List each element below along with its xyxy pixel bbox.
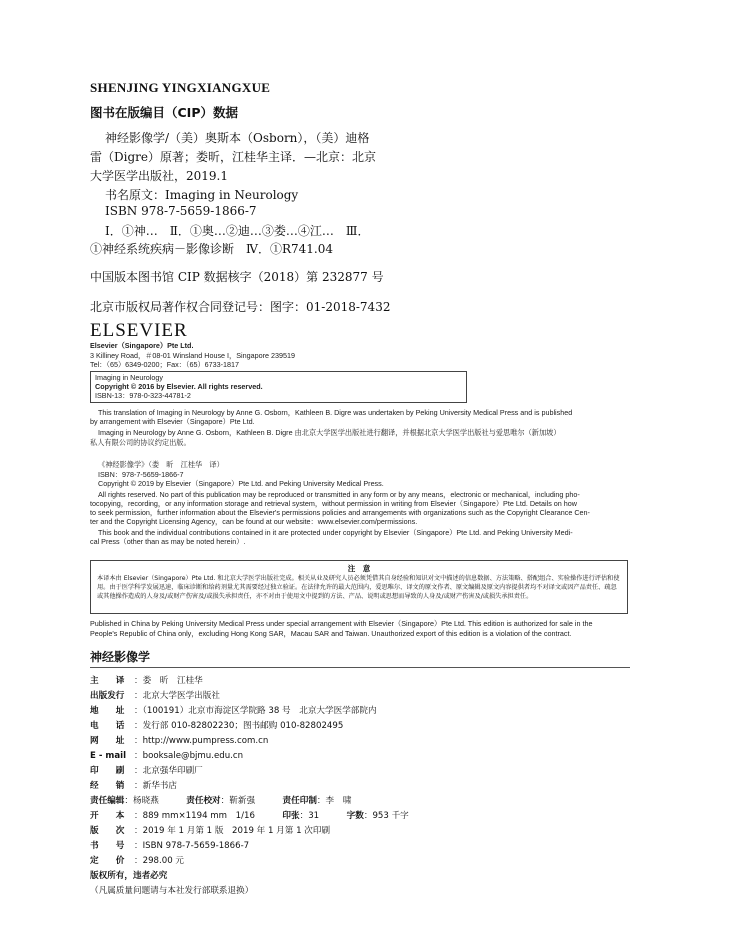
published-notice-line: People's Republic of China only，excluding Hong Kong SAR，Macau SAR and Taiwan. Unauthorized export of this edition is a violation of the contract. bbox=[90, 629, 572, 638]
words-value: 953 千字 bbox=[372, 811, 409, 821]
pub-value: 北京强华印刷厂 bbox=[142, 766, 203, 776]
edition-row: 版 次 ：2019 年 1 月第 1 版 2019 年 1 月第 1 次印刷 bbox=[90, 826, 331, 836]
chinese-edition-line: Copyright © 2019 by Elsevier（Singapore）Pte Ltd. and Peking University Medical Press. bbox=[98, 479, 384, 488]
translation-notice-line: 私人有限公司的协议约定出版。 bbox=[90, 438, 191, 447]
disclaimer-title: 注 意 bbox=[347, 564, 371, 573]
cip-core-number: 中国版本图书馆 CIP 数据核字（2018）第 232877 号 bbox=[90, 270, 384, 284]
pub-info-row: 印 刷 ：北京强华印刷厂 bbox=[90, 766, 203, 776]
disclaimer-box bbox=[90, 560, 628, 614]
pub-info-row: 经 销 ：新华书店 bbox=[90, 781, 177, 791]
cip-line: ①神经系统疾病－影像诊断 Ⅳ．①R741.04 bbox=[90, 242, 334, 256]
pub-label: 地 址 bbox=[90, 706, 125, 716]
sheets-label: 印张 bbox=[282, 811, 300, 821]
quality-note: （凡属质量问题请与本社发行部联系退换） bbox=[90, 886, 254, 896]
editor-value: 杨晓燕 bbox=[133, 796, 159, 806]
format-size: 889 mm×1194 mm 1/16 bbox=[142, 811, 255, 821]
pub-label: 经 销 bbox=[90, 781, 125, 791]
cip-line: ISBN 978-7-5659-1866-7 bbox=[105, 204, 257, 218]
pinyin-title: SHENJING YINGXIANGXUE bbox=[90, 80, 271, 95]
elsevier-logo: ELSEVIER bbox=[90, 320, 188, 341]
website-link[interactable]: http://www.pumpress.com.cn bbox=[142, 736, 269, 746]
pub-value: 北京大学医学出版社 bbox=[142, 691, 220, 701]
format-label: 开 本 bbox=[90, 811, 125, 821]
copyright-registration: 北京市版权局著作权合同登记号：图字：01-2018-7432 bbox=[90, 300, 391, 314]
original-title: Imaging in Neurology bbox=[95, 373, 163, 382]
pub-value: （100191）北京市海淀区学院路 38 号 北京大学医学部院内 bbox=[142, 706, 377, 716]
elsevier-tel: Tel：（65）6349-0200；Fax：（65）6733-1817 bbox=[90, 360, 240, 369]
rights-reserved: 版权所有，违者必究 bbox=[90, 871, 168, 881]
print-manager-label: 责任印制 bbox=[282, 796, 317, 806]
editor-label: 责任编辑 bbox=[90, 796, 125, 806]
editors-row: 责任编辑：杨晓燕 责任校对：靳新强 责任印制：李 啸 bbox=[90, 796, 352, 806]
chinese-edition-line: ISBN：978-7-5659-1866-7 bbox=[98, 470, 184, 479]
isbn-row: 书 号 ：ISBN 978-7-5659-1866-7 bbox=[90, 841, 250, 851]
pub-info-row: 主 译 ：娄 昕 江桂华 bbox=[90, 676, 203, 686]
rights-line: This book and the individual contributions contained in it are protected under copyright by Elsevier（Singapore）Pte Ltd. and Peking University Medi- bbox=[98, 528, 573, 537]
cip-line: 书名原文：Imaging in Neurology bbox=[105, 188, 299, 202]
words-label: 字数 bbox=[346, 811, 364, 821]
rights-line: cal Press（other than as may be noted herein）. bbox=[90, 537, 246, 546]
chinese-edition-line: 《神经影像学》（娄 昕 江桂华 译） bbox=[98, 460, 224, 469]
cip-line: 神经影像学/（美）奥斯本（Osborn），（美）迪格 bbox=[105, 131, 370, 145]
sheets-value: 31 bbox=[308, 811, 320, 821]
proofreader-value: 靳新强 bbox=[229, 796, 256, 806]
pub-label: E - mail bbox=[90, 751, 127, 761]
translation-notice-line: Imaging in Neurology by Anne G. Osborn，Kathleen B. Digre 由北京大学医学出版社进行翻译，并根据北京大学医学出版社与爱思唯尔（新加坡） bbox=[98, 428, 561, 437]
translation-notice-line: by arrangement with Elsevier（Singapore）Pte Ltd. bbox=[90, 417, 255, 426]
rights-line: ter and the Copyright Licensing Agency，can be found at our website：www.elsevier.com/permissions. bbox=[90, 517, 418, 526]
format-row: 开 本 ：889 mm×1194 mm 1/16 印张：31 字数：953 千字 bbox=[90, 811, 409, 821]
rights-line: tocopying，recording，or any information storage and retrieval system，without permission in writing from Elsevier（Singapore）Pte Ltd. Details on how bbox=[90, 499, 577, 508]
isbn-value: ISBN 978-7-5659-1866-7 bbox=[142, 841, 250, 851]
cip-line: 大学医学出版社，2019.1 bbox=[90, 169, 228, 183]
print-manager-value: 李 啸 bbox=[325, 796, 352, 806]
pub-info-row: E - mail ：booksale@bjmu.edu.cn bbox=[90, 751, 244, 761]
cip-heading: 图书在版编目（CIP）数据 bbox=[90, 105, 238, 120]
pub-info-row: 地 址 ：（100191）北京市海淀区学院路 38 号 北京大学医学部院内 bbox=[90, 706, 377, 716]
disclaimer-body: 本译本由 Elsevier（Singapore）Pte Ltd. 和北京大学医学出版社完成。相关从业及研究人员必须凭借其自身经验和知识对文中描述的信息数据、方法策略、搭配组合、实验操作进行评估和使用。由于医学科学发展迅速，临床诊断和给药剂量尤其需要经过独立验证。在法律允许的最大范围内，爱思唯尔、译文的原文作者、原文编辑及原文内容提供者均不对译文或因产品责任、疏忽或其他操作造成的人身及/或财产伤害及/或损失承担责任，亦不对由于使用文中提到的方法、产品、说明或思想而导致的人身及/或财产伤害及/或损失承担责任。 bbox=[97, 575, 620, 600]
elsevier-company: Elsevier（Singapore）Pte Ltd. bbox=[90, 341, 194, 350]
pub-info-row: 网 址 ：http://www.pumpress.com.cn bbox=[90, 736, 269, 746]
pub-label: 印 刷 bbox=[90, 766, 125, 776]
cip-line: Ⅰ．①神… Ⅱ．①奥…②迪…③娄…④江… Ⅲ． bbox=[105, 224, 370, 238]
pub-value: 新华书店 bbox=[142, 781, 177, 791]
rights-line: All rights reserved. No part of this publication may be reproduced or transmitted in any form or by any means，electronic or mechanical，including pho- bbox=[98, 490, 580, 499]
isbn-label: 书 号 bbox=[90, 841, 125, 851]
price-label: 定 价 bbox=[90, 856, 125, 866]
pub-label: 出版发行 bbox=[90, 691, 125, 701]
elsevier-address: 3 Killiney Road，＃08-01 Winsland House I，Singapore 239519 bbox=[90, 351, 295, 360]
pub-value: 发行部 010-82802230；图书邮购 010-82802495 bbox=[142, 721, 344, 731]
price-row: 定 价 ：298.00 元 bbox=[90, 856, 185, 866]
price-value: 298.00 元 bbox=[142, 856, 185, 866]
email-link[interactable]: booksale@bjmu.edu.cn bbox=[142, 751, 244, 761]
proofreader-label: 责任校对 bbox=[186, 796, 221, 806]
book-title: 神经影像学 bbox=[90, 650, 151, 664]
edition-label: 版 次 bbox=[90, 826, 125, 836]
original-copyright: Copyright © 2016 by Elsevier. All rights reserved. bbox=[95, 382, 263, 391]
pub-info-row: 出版发行 ：北京大学医学出版社 bbox=[90, 691, 220, 701]
cip-line: 雷（Digre）原著；娄昕，江桂华主译．—北京：北京 bbox=[90, 150, 376, 164]
divider bbox=[90, 667, 630, 668]
edition-value: 2019 年 1 月第 1 版 2019 年 1 月第 1 次印刷 bbox=[142, 826, 331, 836]
pub-label: 网 址 bbox=[90, 736, 125, 746]
pub-label: 主 译 bbox=[90, 676, 125, 686]
rights-line: to seek permission，further information about the Elsevier's permissions policies and arrangements with organizations such as the Copyright Clearance Cen- bbox=[90, 508, 590, 517]
original-copyright-box bbox=[90, 371, 467, 403]
pub-value: 娄 昕 江桂华 bbox=[142, 676, 203, 686]
published-notice-line: Published in China by Peking University Medical Press under special arrangement with Elsevier（Singapore）Pte Ltd. This edition is authorized for sale in the bbox=[90, 619, 593, 628]
pub-label: 电 话 bbox=[90, 721, 125, 731]
pub-info-row: 电 话 ：发行部 010-82802230；图书邮购 010-82802495 bbox=[90, 721, 344, 731]
original-isbn: ISBN-13：978-0-323-44781-2 bbox=[95, 391, 191, 400]
translation-notice-line: This translation of Imaging in Neurology by Anne G. Osborn，Kathleen B. Digre was undertaken by Peking University Medical Press and is published bbox=[98, 408, 573, 417]
